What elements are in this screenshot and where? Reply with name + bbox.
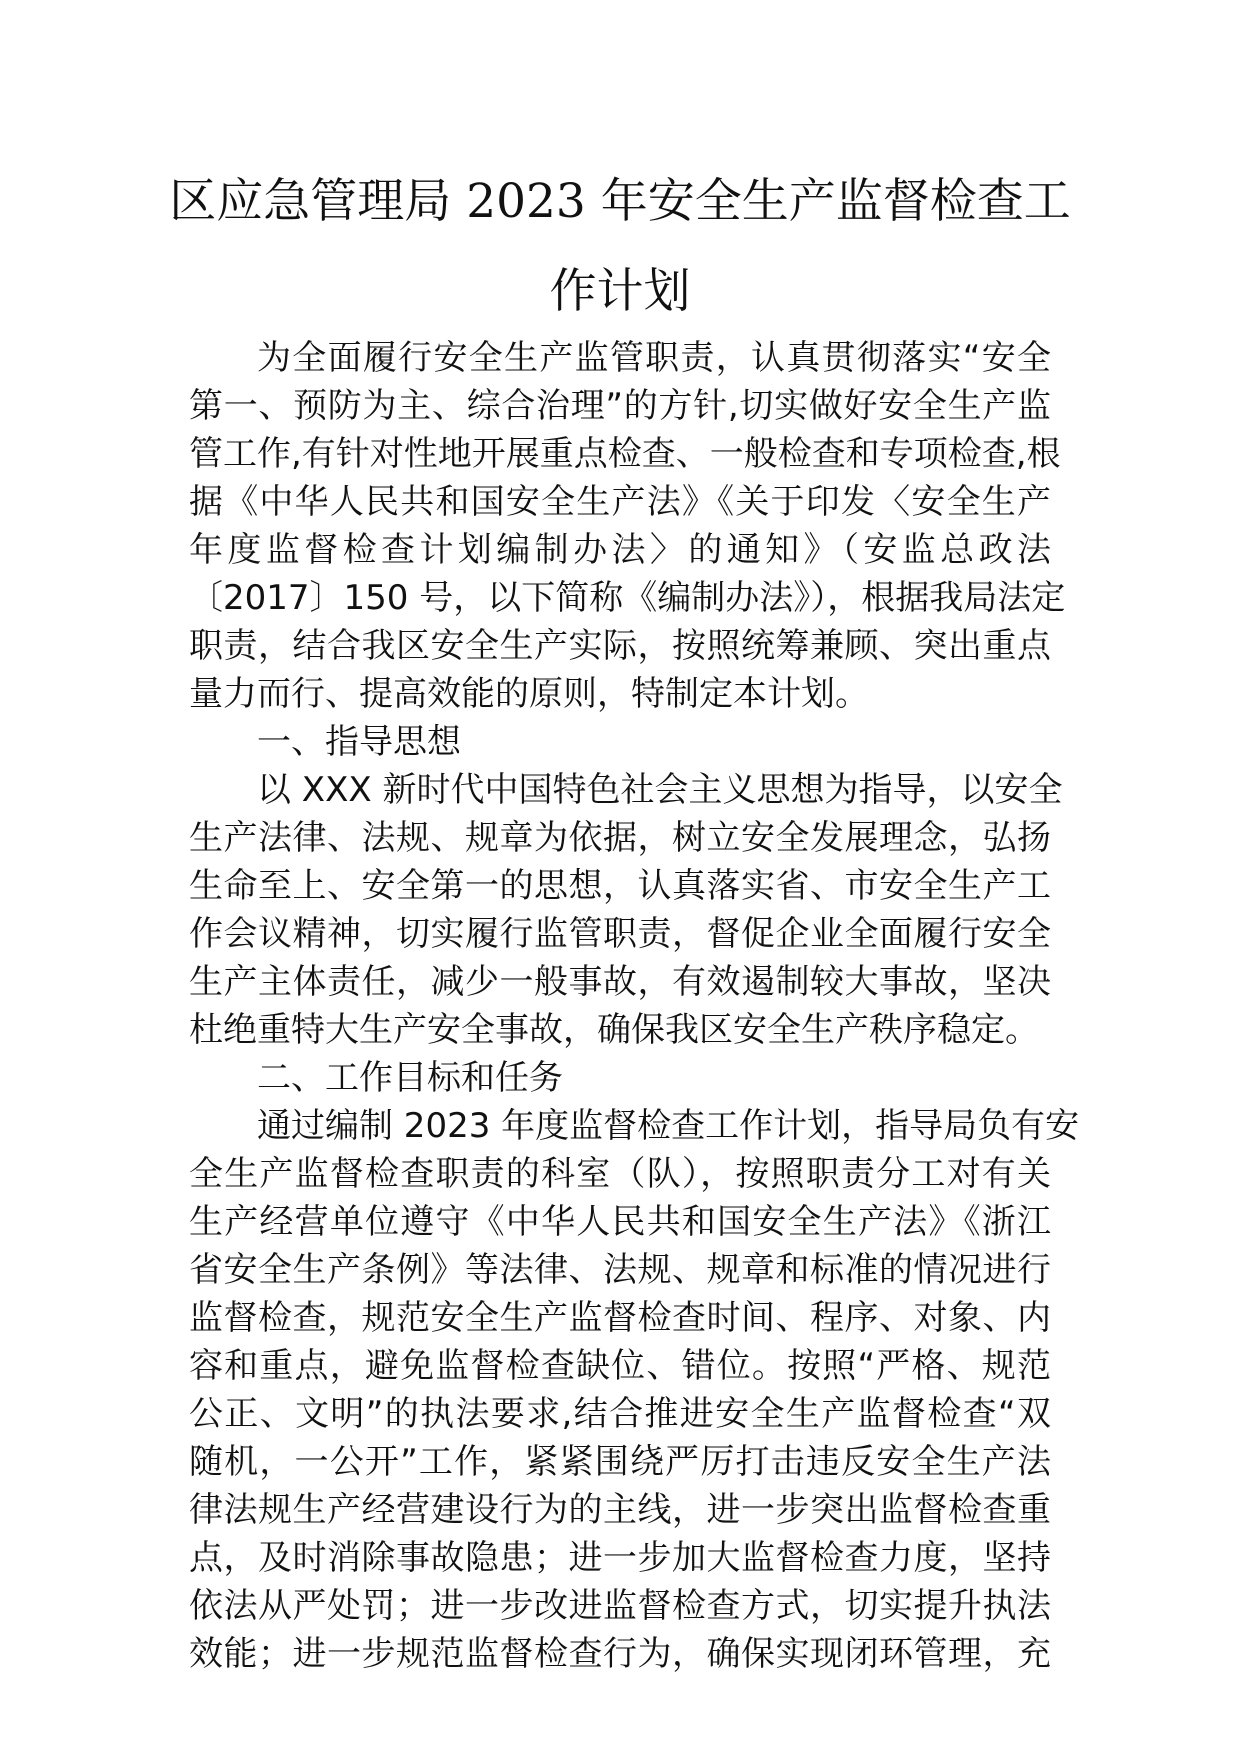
section2-line: 通过编制 2023 年度监督检查工作计划，指导局负有安 (257, 1106, 1080, 1146)
intro-line: 年度监督检查计划编制办法〉的通知》（安监总政法 (189, 530, 1051, 570)
document-title-line-1: 区应急管理局 2023 年安全生产监督检查工 (169, 174, 1071, 229)
section2-line: 公正、文明”的执法要求,结合推进安全生产监督检查“双 (189, 1394, 1051, 1434)
section1-line: 以 XXX 新时代中国特色社会主义思想为指导，以安全 (257, 770, 1063, 810)
section2-line: 省安全生产条例》等法律、法规、规章和标准的情况进行 (189, 1250, 1051, 1290)
section2-line: 容和重点，避免监督检查缺位、错位。按照“严格、规范 (189, 1346, 1051, 1386)
section2-line: 生产经营单位遵守《中华人民共和国安全生产法》《浙江 (189, 1202, 1051, 1242)
section1-line: 作会议精神，切实履行监管职责，督促企业全面履行安全 (189, 914, 1051, 954)
section-heading-goals-tasks: 二、工作目标和任务 (257, 1058, 563, 1098)
document-body (189, 334, 1080, 1678)
section1-line: 生产法律、法规、规章为依据，树立安全发展理念，弘扬 (189, 818, 1051, 858)
intro-line: 管工作,有针对性地开展重点检查、一般检查和专项检查,根 (189, 434, 1061, 474)
section2-line: 点，及时消除事故隐患；进一步加大监督检查力度，坚持 (189, 1538, 1051, 1578)
section2-line: 效能；进一步规范监督检查行为，确保实现闭环管理，充 (189, 1634, 1051, 1674)
section2-line: 律法规生产经营建设行为的主线，进一步突出监督检查重 (189, 1490, 1051, 1530)
section2-line: 随机，一公开”工作，紧紧围绕严厉打击违反安全生产法 (189, 1442, 1051, 1482)
section1-line: 生命至上、安全第一的思想，认真落实省、市安全生产工 (189, 866, 1051, 906)
section1-line: 生产主体责任，减少一般事故，有效遏制较大事故，坚决 (189, 962, 1051, 1002)
section2-line: 全生产监督检查职责的科室（队），按照职责分工对有关 (189, 1154, 1051, 1194)
intro-line: 据《中华人民共和国安全生产法》《关于印发〈安全生产 (189, 482, 1051, 522)
document-title-line-2: 作计划 (549, 264, 691, 319)
section-heading-guiding-thought: 一、指导思想 (257, 722, 461, 762)
section2-line: 监督检查，规范安全生产监督检查时间、程序、对象、内 (189, 1298, 1051, 1338)
intro-line: 职责，结合我区安全生产实际，按照统筹兼顾、突出重点 (189, 626, 1051, 666)
section2-line: 依法从严处罚；进一步改进监督检查方式，切实提升执法 (189, 1586, 1051, 1626)
intro-line: 量力而行、提高效能的原则，特制定本计划。 (189, 674, 869, 714)
section1-line: 杜绝重特大生产安全事故，确保我区安全生产秩序稳定。 (189, 1010, 1039, 1050)
intro-line: 〔2017〕150 号，以下简称《编制办法》），根据我局法定 (189, 578, 1066, 618)
intro-line: 为全面履行安全生产监管职责，认真贯彻落实“安全 (257, 338, 1051, 378)
intro-line: 第一、预防为主、综合治理”的方针,切实做好安全生产监 (189, 386, 1051, 426)
